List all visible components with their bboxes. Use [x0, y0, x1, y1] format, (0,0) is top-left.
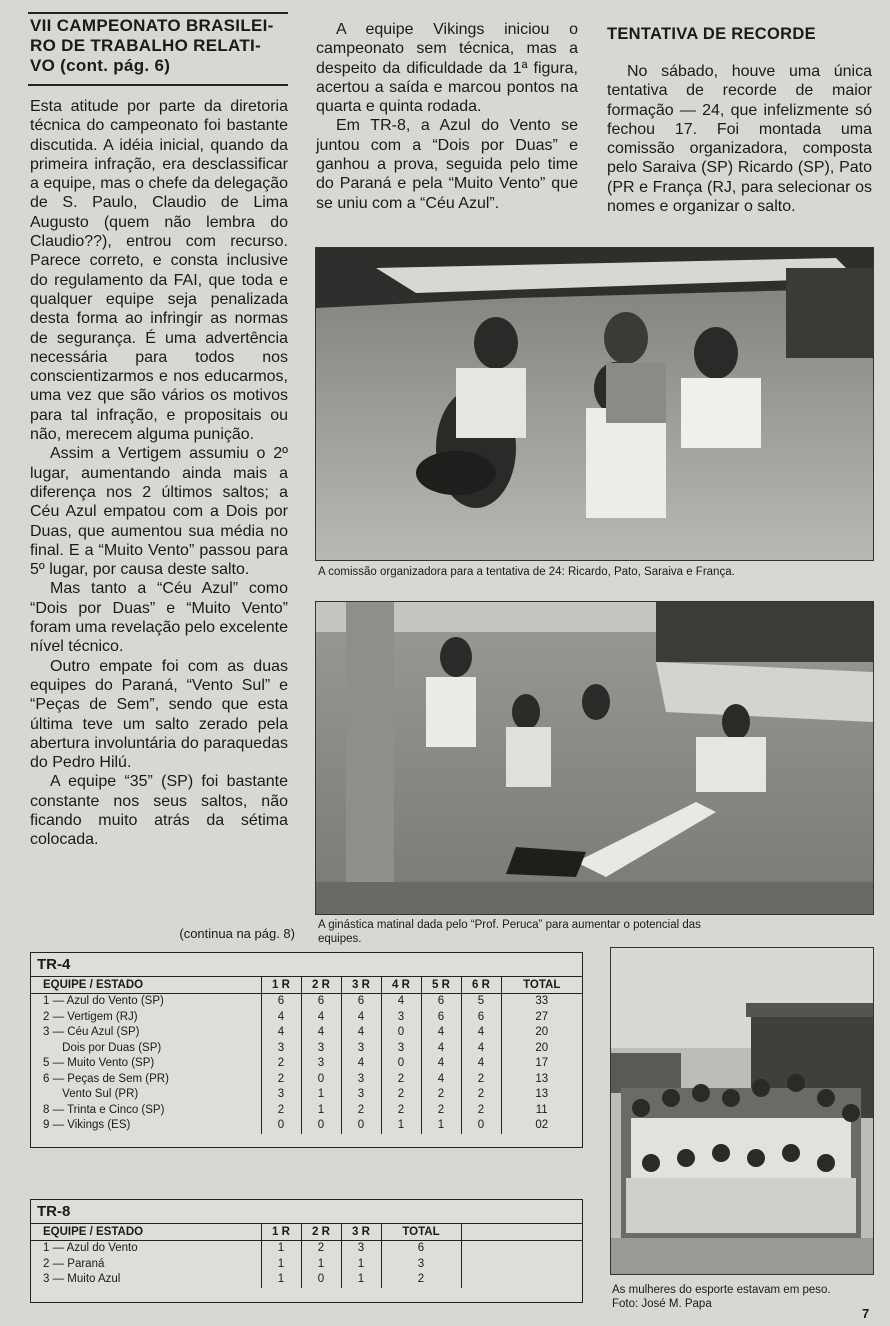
team-cell: 9 — Vikings (ES)	[43, 1119, 131, 1131]
score-cell: 6	[301, 994, 341, 1010]
score-cell: 4	[461, 1041, 501, 1057]
column-header: EQUIPE / ESTADO	[31, 977, 261, 994]
score-cell: 6	[461, 1010, 501, 1026]
score-cell: 0	[261, 1118, 301, 1134]
score-cell: 11	[501, 1103, 582, 1119]
score-cell: 4	[381, 994, 421, 1010]
column-header: 3 R	[341, 1224, 381, 1241]
score-cell: 1	[301, 1087, 341, 1103]
score-cell: 6	[341, 994, 381, 1010]
score-cell: 20	[501, 1041, 582, 1057]
team-cell: 3 — Céu Azul (SP)	[43, 1026, 140, 1038]
table-row	[31, 1118, 582, 1134]
heading-rule-top	[28, 12, 288, 14]
score-cell: 3	[341, 1241, 381, 1257]
score-cell: 4	[421, 1025, 461, 1041]
column-header: 6 R	[461, 977, 501, 994]
score-cell: 13	[501, 1072, 582, 1088]
score-cell: 27	[501, 1010, 582, 1026]
caption-photo-2: A ginástica matinal dada pelo “Prof. Peruca” para aumentar o potencial das equipes.	[318, 919, 701, 945]
team-cell: 1 — Azul do Vento (SP)	[43, 995, 164, 1007]
score-cell: 4	[421, 1056, 461, 1072]
score-cell: 5	[461, 994, 501, 1010]
heading-line: VII CAMPEONATO BRASILEI-	[30, 16, 274, 35]
score-cell: 3	[261, 1087, 301, 1103]
score-cell: 4	[421, 1072, 461, 1088]
table-row	[31, 1010, 582, 1026]
score-cell: 33	[501, 994, 582, 1010]
photo-women-group	[610, 947, 874, 1275]
photo-morning-gymnastics	[315, 601, 874, 915]
score-cell: 2	[421, 1087, 461, 1103]
score-cell: 1	[381, 1118, 421, 1134]
spacer-cell	[461, 1257, 582, 1273]
heading-line: RO DE TRABALHO RELATI-	[30, 36, 262, 55]
score-cell: 2	[381, 1072, 421, 1088]
score-cell: 2	[261, 1056, 301, 1072]
score-cell: 6	[381, 1241, 461, 1257]
photo-organizing-committee	[315, 247, 874, 561]
heading-line: VO (cont. pág. 6)	[30, 56, 171, 75]
score-cell: 4	[461, 1056, 501, 1072]
score-cell: 1	[301, 1103, 341, 1119]
score-cell: 2	[461, 1072, 501, 1088]
team-cell: 5 — Muito Vento (SP)	[43, 1057, 155, 1069]
score-cell: 4	[341, 1025, 381, 1041]
score-cell: 0	[341, 1118, 381, 1134]
score-cell: 2	[381, 1103, 421, 1119]
score-cell: 2	[261, 1072, 301, 1088]
column-header: TOTAL	[381, 1224, 461, 1241]
score-cell: 17	[501, 1056, 582, 1072]
table-row	[31, 1257, 582, 1273]
score-cell: 20	[501, 1025, 582, 1041]
score-cell: 3	[381, 1041, 421, 1057]
score-cell: 2	[421, 1103, 461, 1119]
score-cell: 0	[301, 1272, 341, 1288]
heading-rule-bottom	[28, 84, 288, 86]
score-cell: 4	[301, 1010, 341, 1026]
article-heading	[30, 16, 290, 76]
results-table-tr4	[31, 977, 582, 1134]
column-3-body	[607, 62, 872, 216]
score-cell: 6	[421, 1010, 461, 1026]
score-cell: 4	[301, 1025, 341, 1041]
score-cell: 0	[381, 1025, 421, 1041]
team-cell: 8 — Trinta e Cinco (SP)	[43, 1103, 165, 1116]
column-header: TOTAL	[501, 977, 582, 994]
score-cell: 4	[261, 1010, 301, 1026]
column-header: 4 R	[381, 977, 421, 994]
caption-photo-1: A comissão organizadora para a tentativa de 24: Ricardo, Pato, Saraiva e França.	[318, 566, 735, 578]
score-cell: 4	[421, 1041, 461, 1057]
table-title: TR-8	[31, 1200, 582, 1224]
table-row	[31, 1072, 582, 1088]
score-cell: 2	[461, 1087, 501, 1103]
score-cell: 1	[341, 1257, 381, 1273]
score-cell: 6	[421, 994, 461, 1010]
table-row	[31, 1272, 582, 1288]
photo-credit: Foto: José M. Papa	[612, 1298, 712, 1310]
score-cell: 6	[261, 994, 301, 1010]
paragraph: A equipe Vikings iniciou o campeonato sem técnica, mas a despeito da dificuldade da 1ª figura, acertou a saída e marcou pontos na quarta e quinta rodada.	[316, 21, 578, 116]
column-1-body	[30, 97, 288, 850]
caption-photo-3	[612, 1283, 874, 1311]
score-cell: 3	[301, 1041, 341, 1057]
column-header: 1 R	[261, 977, 301, 994]
score-cell: 1	[421, 1118, 461, 1134]
paragraph: A equipe “35” (SP) foi bastante constante nos seus saltos, não ficando muito atrás da sétima colocada.	[30, 773, 288, 849]
score-cell: 2	[341, 1103, 381, 1119]
score-cell: 2	[381, 1087, 421, 1103]
section-heading: TENTATIVA DE RECORDE	[607, 25, 816, 43]
score-cell: 1	[261, 1272, 301, 1288]
column-2-body	[316, 20, 578, 213]
score-cell: 4	[461, 1025, 501, 1041]
score-cell: 3	[381, 1010, 421, 1026]
column-header: EQUIPE / ESTADO	[31, 1224, 261, 1241]
table-header-row	[31, 1224, 582, 1241]
table-row	[31, 1025, 582, 1041]
score-cell: 3	[341, 1072, 381, 1088]
score-cell: 4	[341, 1010, 381, 1026]
score-cell: 0	[461, 1118, 501, 1134]
spacer-cell	[461, 1272, 582, 1288]
table-body	[31, 1241, 582, 1288]
score-cell: 4	[341, 1056, 381, 1072]
score-cell: 1	[341, 1272, 381, 1288]
table-tr4	[30, 952, 583, 1148]
score-cell: 2	[301, 1241, 341, 1257]
column-header-spacer	[461, 1224, 582, 1241]
paragraph: Assim a Vertigem assumiu o 2º lugar, aumentando ainda mais a diferença nos 2 últimos saltos; a Céu Azul empatou com a Dois por Duas, que aumentou sua média no final. E a “Muito Vento” passou para 5º lugar, por causa deste salto.	[30, 445, 288, 579]
score-cell: 2	[261, 1103, 301, 1119]
page-number: 7	[862, 1306, 870, 1321]
table-row	[31, 994, 582, 1010]
score-cell: 0	[301, 1118, 341, 1134]
score-cell: 4	[261, 1025, 301, 1041]
score-cell: 3	[341, 1041, 381, 1057]
score-cell: 3	[381, 1257, 461, 1273]
team-cell: Dois por Duas (SP)	[43, 1041, 162, 1054]
score-cell: 1	[261, 1257, 301, 1273]
column-header: 3 R	[341, 977, 381, 994]
score-cell: 1	[301, 1257, 341, 1273]
score-cell: 13	[501, 1087, 582, 1103]
paragraph: Mas tanto a “Céu Azul” como “Dois por Duas” e “Muito Vento” foram uma revelação pelo excelente nível técnico.	[30, 580, 288, 656]
team-cell: Vento Sul (PR)	[43, 1088, 139, 1100]
caption-line: As mulheres do esporte estavam em peso.	[612, 1284, 831, 1296]
table-body	[31, 994, 582, 1134]
score-cell: 3	[341, 1087, 381, 1103]
column-header: 1 R	[261, 1224, 301, 1241]
score-cell: 1	[261, 1241, 301, 1257]
team-cell: 2 — Paraná	[43, 1257, 105, 1270]
continues-note: (continua na pág. 8)	[179, 926, 295, 941]
team-cell: 1 — Azul do Vento	[43, 1242, 138, 1254]
score-cell: 02	[501, 1118, 582, 1134]
table-row	[31, 1056, 582, 1072]
column-header: 2 R	[301, 977, 341, 994]
score-cell: 0	[301, 1072, 341, 1088]
score-cell: 2	[381, 1272, 461, 1288]
column-header: 2 R	[301, 1224, 341, 1241]
team-cell: 6 — Peças de Sem (PR)	[43, 1072, 169, 1085]
table-row	[31, 1241, 582, 1257]
results-table-tr8	[31, 1224, 582, 1288]
paragraph: Outro empate foi com as duas equipes do Paraná, “Vento Sul” e “Peças de Sem”, sendo que esta última teve um salto zerado pela abertura involuntária do paraquedas do Pedro Hilú.	[30, 657, 288, 772]
team-cell: 2 — Vertigem (RJ)	[43, 1010, 138, 1023]
score-cell: 3	[261, 1041, 301, 1057]
spacer-cell	[461, 1241, 582, 1257]
table-row	[31, 1041, 582, 1057]
paragraph: Em TR-8, a Azul do Vento se juntou com a “Dois por Duas” e ganhou a prova, seguida pelo time do Paraná e pela “Muito Vento” que se uniu com a “Céu Azul”.	[316, 117, 578, 212]
score-cell: 3	[301, 1056, 341, 1072]
team-cell: 3 — Muito Azul	[43, 1273, 121, 1285]
table-header-row	[31, 977, 582, 994]
table-row	[31, 1087, 582, 1103]
table-row	[31, 1103, 582, 1119]
column-header: 5 R	[421, 977, 461, 994]
table-tr8	[30, 1199, 583, 1303]
score-cell: 0	[381, 1056, 421, 1072]
table-title: TR-4	[31, 953, 582, 977]
paragraph: Esta atitude por parte da diretoria técnica do campeonato foi bastante discutida. A idéia inicial, quando da primeira infração, era desclassificar a equipe, mas o chefe da delegação de S. Paulo, Claudio de Lima Augusto (quem não lembra do Claudio??), entrou com recurso. Parece correto, e consta inclusive do regulamento da FAI, que toda e qualquer equipe seja penalizada desta forma ao infringir as normas de segurança. É uma advertência necessária para todos nos conscientizarmos e nos educarmos, uma vez que são vários os motivos para tal infração, e propositais ou não, merecem alguma punição.	[30, 98, 288, 444]
paragraph: No sábado, houve uma única tentativa de recorde de maior formação — 24, que infelizmente só fechou 17. Foi montada uma comissão organizadora, composta pelo Saraiva (SP) Ricardo (SP), Pato (PR e França (RJ, para selecionar os nomes e organizar o salto.	[607, 63, 872, 216]
score-cell: 2	[461, 1103, 501, 1119]
